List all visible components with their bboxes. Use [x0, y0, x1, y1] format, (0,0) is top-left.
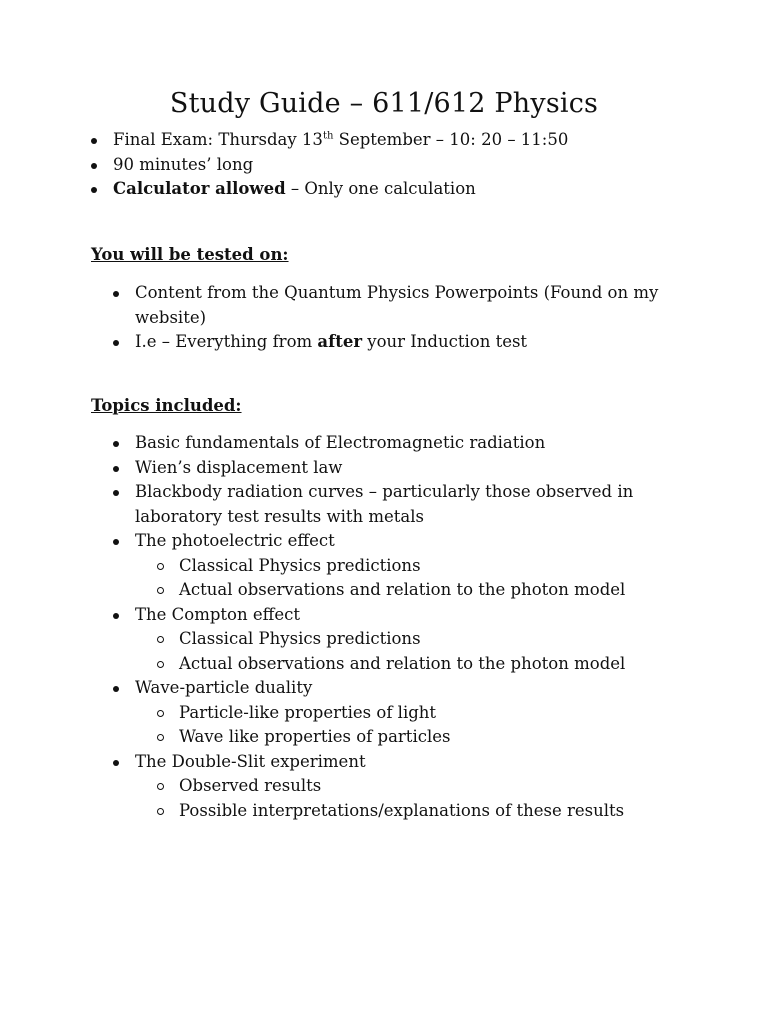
tested-list: [113, 281, 673, 355]
exam-info-list: [91, 128, 691, 202]
subtopic-item: Actual observations and relation to the photon model: [157, 578, 673, 603]
topic-item: The Double-Slit experiment Observed results Possible interpretations/explanations of these results: [113, 750, 673, 824]
tested-item-scope: I.e – Everything from after your Induction test: [113, 330, 673, 355]
topic-item: The photoelectric effect Classical Physics predictions Actual observations and relation to the photon model: [113, 529, 673, 603]
topics-heading: Topics included:: [91, 396, 242, 415]
topic-item: The Compton effect Classical Physics predictions Actual observations and relation to the photon model: [113, 603, 673, 677]
subtopic-item: Possible interpretations/explanations of these results: [157, 799, 673, 824]
topic-item: Wien’s displacement law: [113, 456, 673, 481]
exam-date-item: Final Exam: Thursday 13th September – 10: 20 – 11:50: [91, 128, 691, 153]
page-title: Study Guide – 611/612 Physics: [169, 88, 599, 119]
subtopic-item: Particle-like properties of light: [157, 701, 673, 726]
subtopic-item: Observed results: [157, 774, 673, 799]
subtopic-item: Classical Physics predictions: [157, 554, 673, 579]
topic-item: Wave-particle duality Particle-like properties of light Wave like properties of particles: [113, 676, 673, 750]
calculator-item: Calculator allowed – Only one calculation: [91, 177, 691, 202]
subtopic-list: [157, 774, 673, 823]
topic-item: Blackbody radiation curves – particularly those observed in laboratory test results with metals: [113, 480, 673, 529]
subtopic-list: [157, 701, 673, 750]
subtopic-list: [157, 627, 673, 676]
subtopic-list: [157, 554, 673, 603]
topics-list: [113, 431, 673, 823]
subtopic-item: Classical Physics predictions: [157, 627, 673, 652]
subtopic-item: Wave like properties of particles: [157, 725, 673, 750]
date-suffix: th: [322, 130, 334, 142]
subtopic-item: Actual observations and relation to the photon model: [157, 652, 673, 677]
tested-heading: You will be tested on:: [91, 245, 289, 264]
tested-item-content: Content from the Quantum Physics Powerpoints (Found on my website): [113, 281, 673, 330]
topic-item: Basic fundamentals of Electromagnetic radiation: [113, 431, 673, 456]
exam-duration-item: 90 minutes’ long: [91, 153, 691, 178]
